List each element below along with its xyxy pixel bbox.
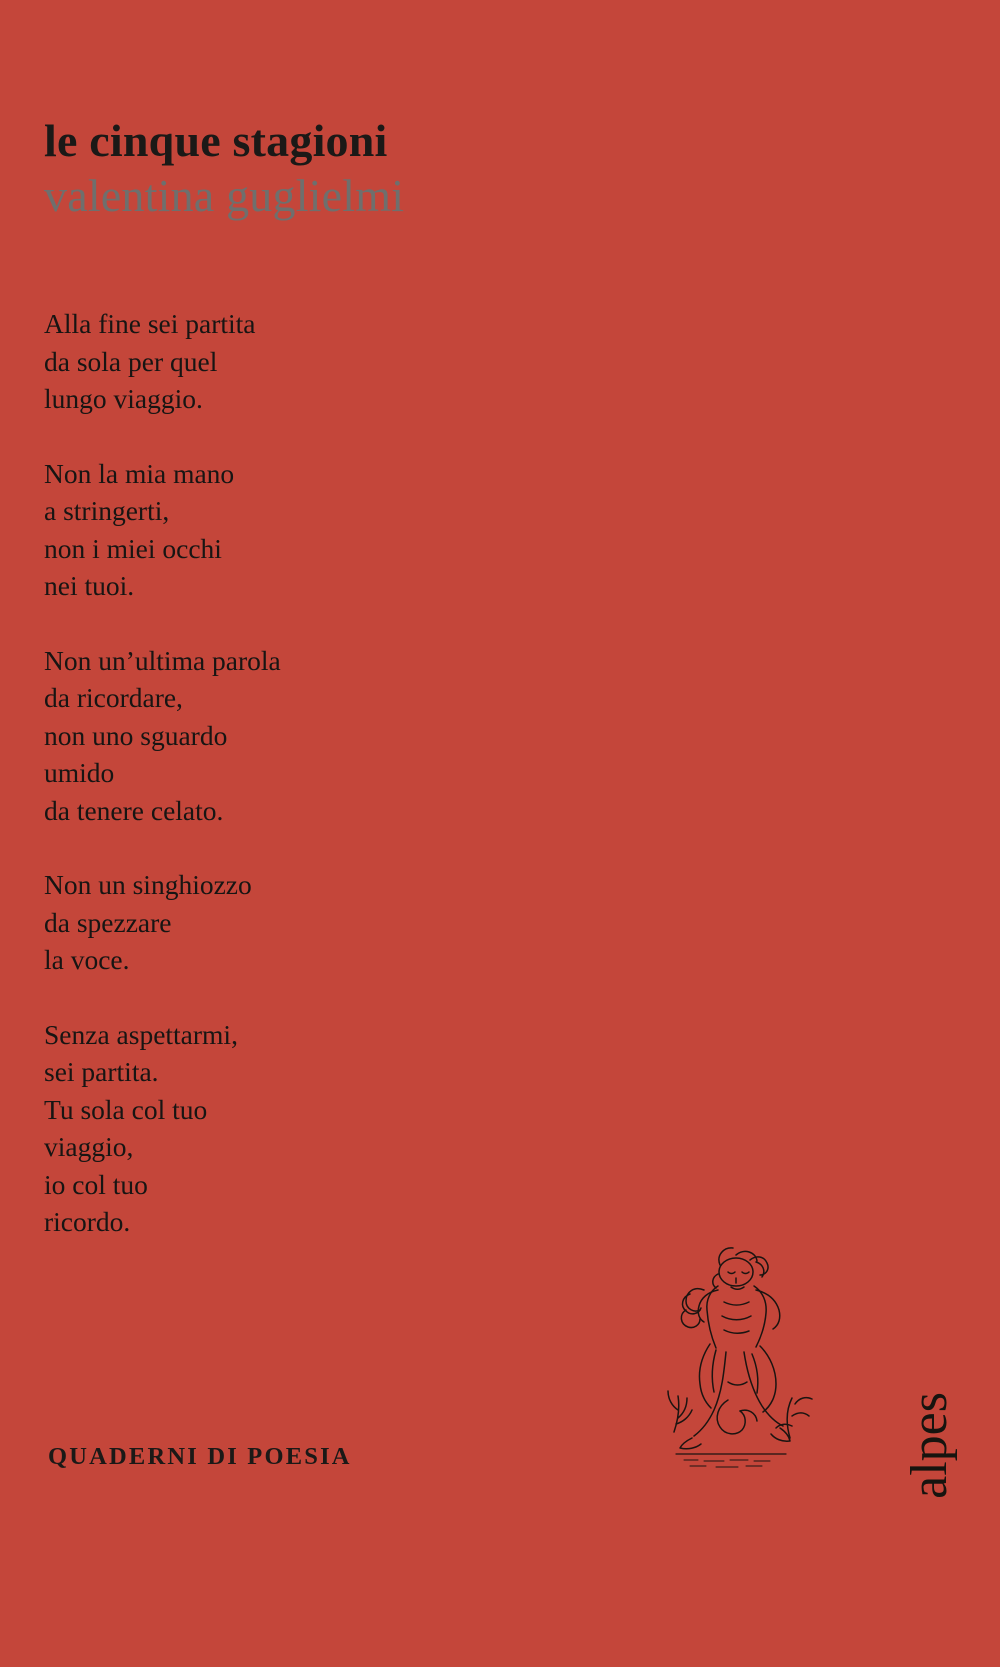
poem-line: non i miei occhi — [44, 532, 222, 564]
publisher-logo: alpes — [901, 1392, 958, 1499]
poem-line: da spezzare — [44, 906, 172, 938]
poem-stanza — [44, 1016, 604, 1241]
series-imprint: QUADERNI DI POESIA — [48, 1443, 352, 1470]
poem-line: io col tuo — [44, 1168, 148, 1200]
poem-line: Senza aspettarmi, — [44, 1018, 238, 1050]
poem-stanza — [44, 866, 604, 979]
poem-line: umido — [44, 757, 115, 788]
poem-stanza — [44, 642, 604, 830]
engraving-figure-icon — [632, 1232, 832, 1482]
author-name: valentina guglielmi — [44, 170, 405, 221]
poem-line: non uno sguardo — [44, 719, 228, 751]
poem-stanza — [44, 305, 604, 418]
poem-line: sei partita. — [44, 1056, 159, 1087]
poem-line: ricordo. — [44, 1206, 131, 1237]
poem-line: da ricordare, — [44, 682, 183, 713]
poem-line: viaggio, — [44, 1131, 134, 1162]
page-title: le cinque stagioni — [44, 115, 388, 166]
poem-line: nei tuoi. — [44, 570, 135, 601]
poem-line: la voce. — [44, 944, 130, 975]
poem-line: Non la mia mano — [44, 457, 235, 489]
poem-line: Tu sola col tuo — [44, 1093, 208, 1125]
poem-line: lungo viaggio. — [44, 383, 203, 414]
poem-line: Alla fine sei partita — [44, 308, 256, 339]
poem-stanza — [44, 455, 604, 605]
poem-line: Non un singhiozzo — [44, 869, 252, 900]
poem-line: da tenere celato. — [44, 794, 224, 826]
poem-body — [44, 305, 604, 1278]
poem-line: da sola per quel — [44, 345, 218, 377]
poem-line: a stringerti, — [44, 495, 170, 526]
title-block — [44, 115, 744, 222]
poem-line: Non un’ultima parola — [44, 644, 281, 676]
